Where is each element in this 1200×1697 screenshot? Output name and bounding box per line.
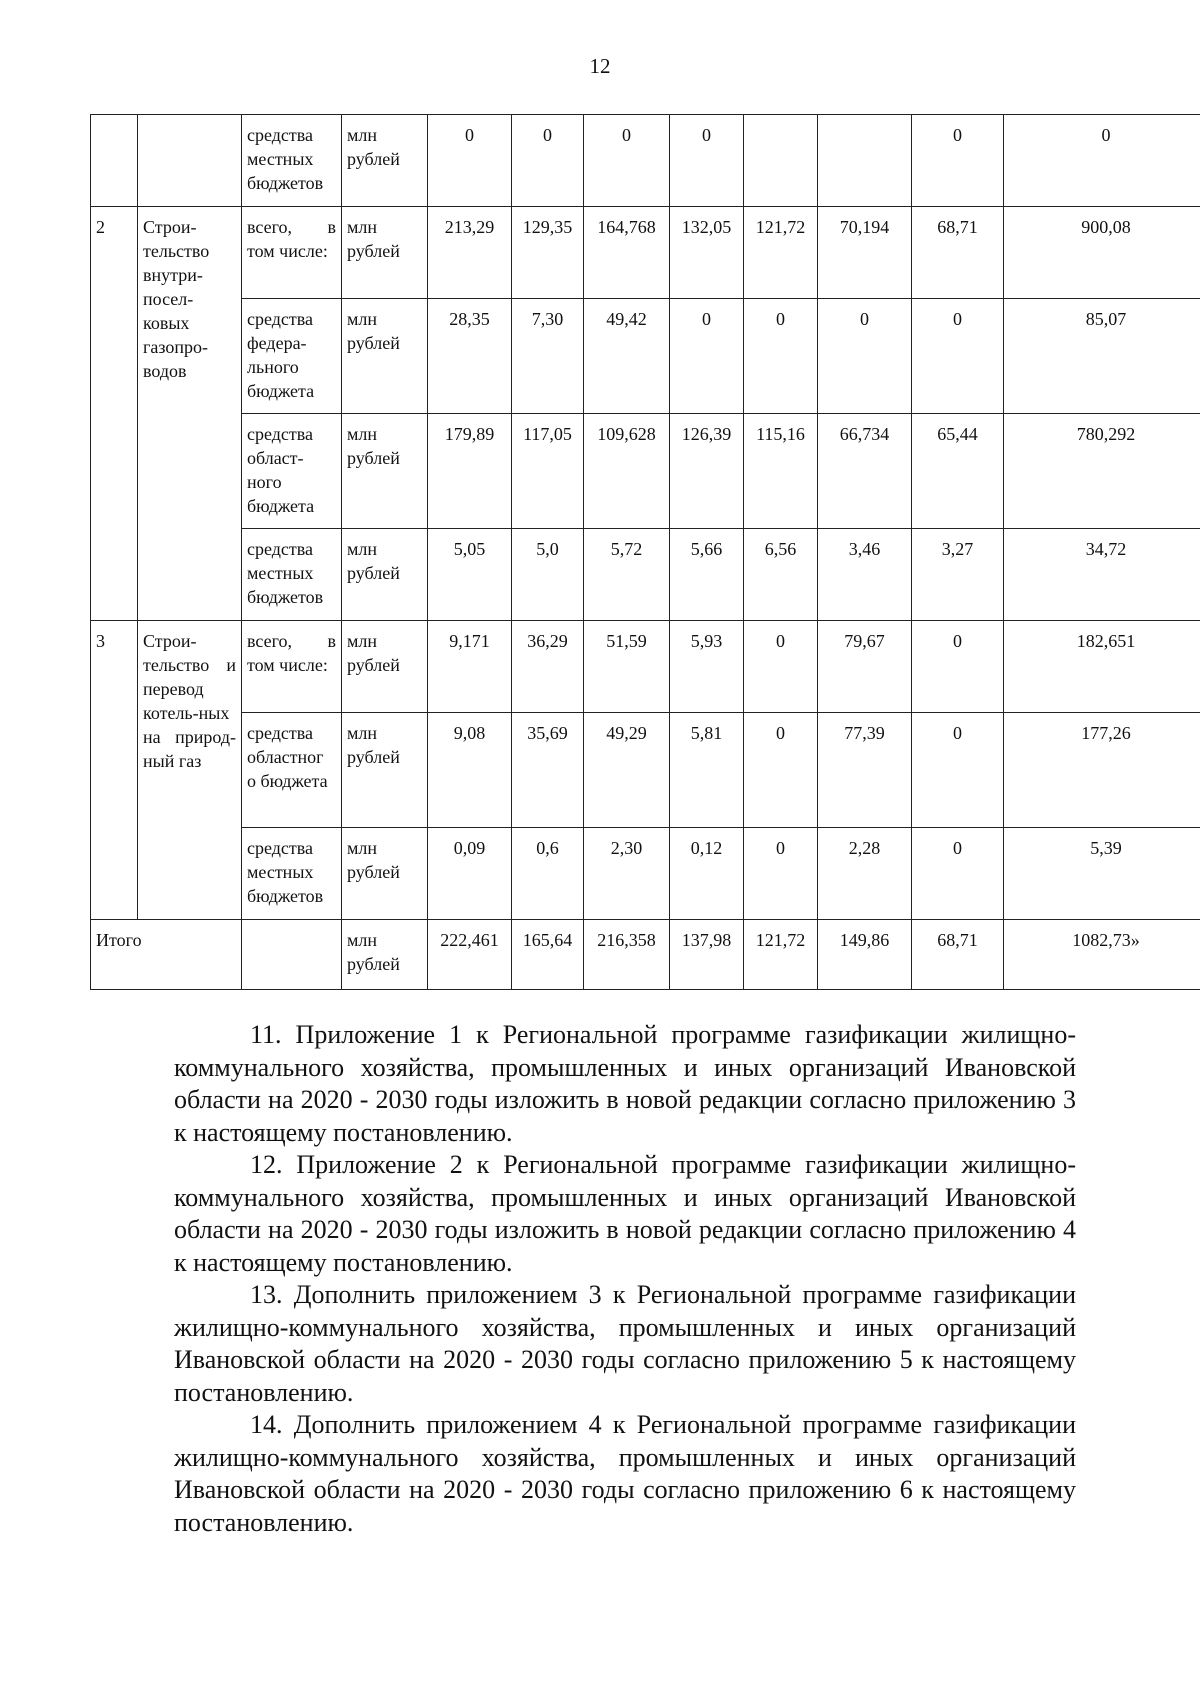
value-cell: 117,05 — [512, 414, 584, 529]
funding-source-cell: средства областног о бюджета — [242, 713, 342, 828]
value-cell: 0 — [818, 299, 912, 414]
value-cell: 780,292 — [1004, 414, 1200, 529]
funding-source-cell: всего, в том числе: — [242, 621, 342, 713]
unit-cell: млн рублей — [342, 207, 428, 299]
value-cell: 132,05 — [670, 207, 744, 299]
value-cell: 35,69 — [512, 713, 584, 828]
value-cell: 79,67 — [818, 621, 912, 713]
value-cell: 49,42 — [584, 299, 670, 414]
value-cell: 85,07 — [1004, 299, 1200, 414]
value-cell: 115,16 — [744, 414, 818, 529]
unit-cell: млн рублей — [342, 920, 428, 990]
value-cell: 9,171 — [428, 621, 512, 713]
value-cell: 222,461 — [428, 920, 512, 990]
funding-source-cell: всего, в том числе: — [242, 207, 342, 299]
value-cell: 49,29 — [584, 713, 670, 828]
value-cell: 5,39 — [1004, 828, 1200, 920]
value-cell: 0,09 — [428, 828, 512, 920]
funding-source-cell: средства област-ного бюджета — [242, 414, 342, 529]
unit-cell: млн рублей — [342, 713, 428, 828]
table-row — [91, 207, 1200, 299]
funding-source-cell: средства федера-льного бюджета — [242, 299, 342, 414]
paragraph-14: 14. Дополнить приложением 4 к Региональной программе газификации жилищно-коммунального хозяйства, промышленных и иных организаций Ивановской области на 2020 - 2030 годы согласно приложению 6 к настоящему постановлению. — [174, 1410, 1076, 1537]
total-label-cell: Итого — [91, 920, 242, 990]
table-row — [91, 713, 1200, 828]
value-cell: 5,05 — [428, 529, 512, 621]
paragraph-13: 13. Дополнить приложением 3 к Региональной программе газификации жилищно-коммунального хозяйства, промышленных и иных организаций Ивановской области на 2020 - 2030 годы согласно приложению 5 к настоящему постановлению. — [174, 1280, 1076, 1407]
value-cell: 0,6 — [512, 828, 584, 920]
value-cell: 7,30 — [512, 299, 584, 414]
table-row — [91, 621, 1200, 713]
value-cell: 179,89 — [428, 414, 512, 529]
value-cell: 165,64 — [512, 920, 584, 990]
value-cell: 0 — [912, 621, 1004, 713]
unit-cell: млн рублей — [342, 115, 428, 207]
table-row — [91, 414, 1200, 529]
unit-cell: млн рублей — [342, 828, 428, 920]
funding-source-cell: средства местных бюджетов — [242, 529, 342, 621]
unit-cell: млн рублей — [342, 621, 428, 713]
value-cell: 3,46 — [818, 529, 912, 621]
value-cell: 177,26 — [1004, 713, 1200, 828]
value-cell: 0 — [1004, 115, 1200, 207]
table-row — [91, 299, 1200, 414]
value-cell: 0 — [670, 299, 744, 414]
measure-name-cell: Строи-тельство и перевод котель-ных на природ-ный газ — [138, 621, 242, 920]
value-cell: 5,0 — [512, 529, 584, 621]
measure-name-cell: Строи-тельство внутри-посел-ковых газопро-водов — [138, 207, 242, 621]
value-cell: 66,734 — [818, 414, 912, 529]
value-cell: 137,98 — [670, 920, 744, 990]
page-number: 12 — [589, 54, 611, 78]
value-cell: 121,72 — [744, 207, 818, 299]
value-cell: 0 — [744, 713, 818, 828]
value-cell: 0 — [912, 299, 1004, 414]
value-cell: 1082,73» — [1004, 920, 1200, 990]
unit-cell: млн рублей — [342, 299, 428, 414]
value-cell: 3,27 — [912, 529, 1004, 621]
value-cell: 77,39 — [818, 713, 912, 828]
budget-table — [90, 114, 1200, 990]
row-number-cell: 2 — [91, 207, 138, 621]
funding-source-cell — [242, 920, 342, 990]
value-cell: 5,93 — [670, 621, 744, 713]
value-cell: 5,81 — [670, 713, 744, 828]
table-row — [91, 828, 1200, 920]
table-total-row — [91, 920, 1200, 990]
value-cell: 34,72 — [1004, 529, 1200, 621]
row-number-cell — [91, 115, 138, 207]
value-cell: 5,72 — [584, 529, 670, 621]
value-cell: 70,194 — [818, 207, 912, 299]
paragraph-12: 12. Приложение 2 к Региональной программе газификации жилищно-коммунального хозяйства, промышленных и иных организаций Ивановской области на 2020 - 2030 годы изложить в новой редакции согласно приложению 4 к настоящему постановлению. — [174, 1150, 1076, 1277]
value-cell: 2,28 — [818, 828, 912, 920]
value-cell — [744, 115, 818, 207]
value-cell: 121,72 — [744, 920, 818, 990]
value-cell: 0 — [744, 299, 818, 414]
funding-source-cell: средства местных бюджетов — [242, 115, 342, 207]
table-row — [91, 529, 1200, 621]
table-row — [91, 115, 1200, 207]
value-cell: 149,86 — [818, 920, 912, 990]
value-cell: 51,59 — [584, 621, 670, 713]
unit-cell: млн рублей — [342, 414, 428, 529]
value-cell: 0 — [912, 115, 1004, 207]
value-cell: 0 — [512, 115, 584, 207]
value-cell: 0 — [428, 115, 512, 207]
funding-source-cell: средства местных бюджетов — [242, 828, 342, 920]
value-cell: 65,44 — [912, 414, 1004, 529]
value-cell: 36,29 — [512, 621, 584, 713]
value-cell: 126,39 — [670, 414, 744, 529]
value-cell: 2,30 — [584, 828, 670, 920]
value-cell: 6,56 — [744, 529, 818, 621]
value-cell: 9,08 — [428, 713, 512, 828]
value-cell: 0 — [912, 713, 1004, 828]
paragraph-11: 11. Приложение 1 к Региональной программе газификации жилищно-коммунального хозяйства, промышленных и иных организаций Ивановской области на 2020 - 2030 годы изложить в новой редакции согласно приложению 3 к настоящему постановлению. — [174, 1020, 1076, 1147]
value-cell: 900,08 — [1004, 207, 1200, 299]
value-cell: 0 — [912, 828, 1004, 920]
row-number-cell: 3 — [91, 621, 138, 920]
value-cell — [818, 115, 912, 207]
measure-name-cell — [138, 115, 242, 207]
value-cell: 0 — [744, 621, 818, 713]
value-cell: 164,768 — [584, 207, 670, 299]
value-cell: 0 — [744, 828, 818, 920]
value-cell: 213,29 — [428, 207, 512, 299]
unit-cell: млн рублей — [342, 529, 428, 621]
value-cell: 0,12 — [670, 828, 744, 920]
value-cell: 68,71 — [912, 207, 1004, 299]
value-cell: 216,358 — [584, 920, 670, 990]
value-cell: 182,651 — [1004, 621, 1200, 713]
value-cell: 68,71 — [912, 920, 1004, 990]
value-cell: 5,66 — [670, 529, 744, 621]
value-cell: 0 — [670, 115, 744, 207]
value-cell: 109,628 — [584, 414, 670, 529]
amendment-paragraphs — [174, 1019, 1076, 1539]
value-cell: 129,35 — [512, 207, 584, 299]
value-cell: 0 — [584, 115, 670, 207]
value-cell: 28,35 — [428, 299, 512, 414]
